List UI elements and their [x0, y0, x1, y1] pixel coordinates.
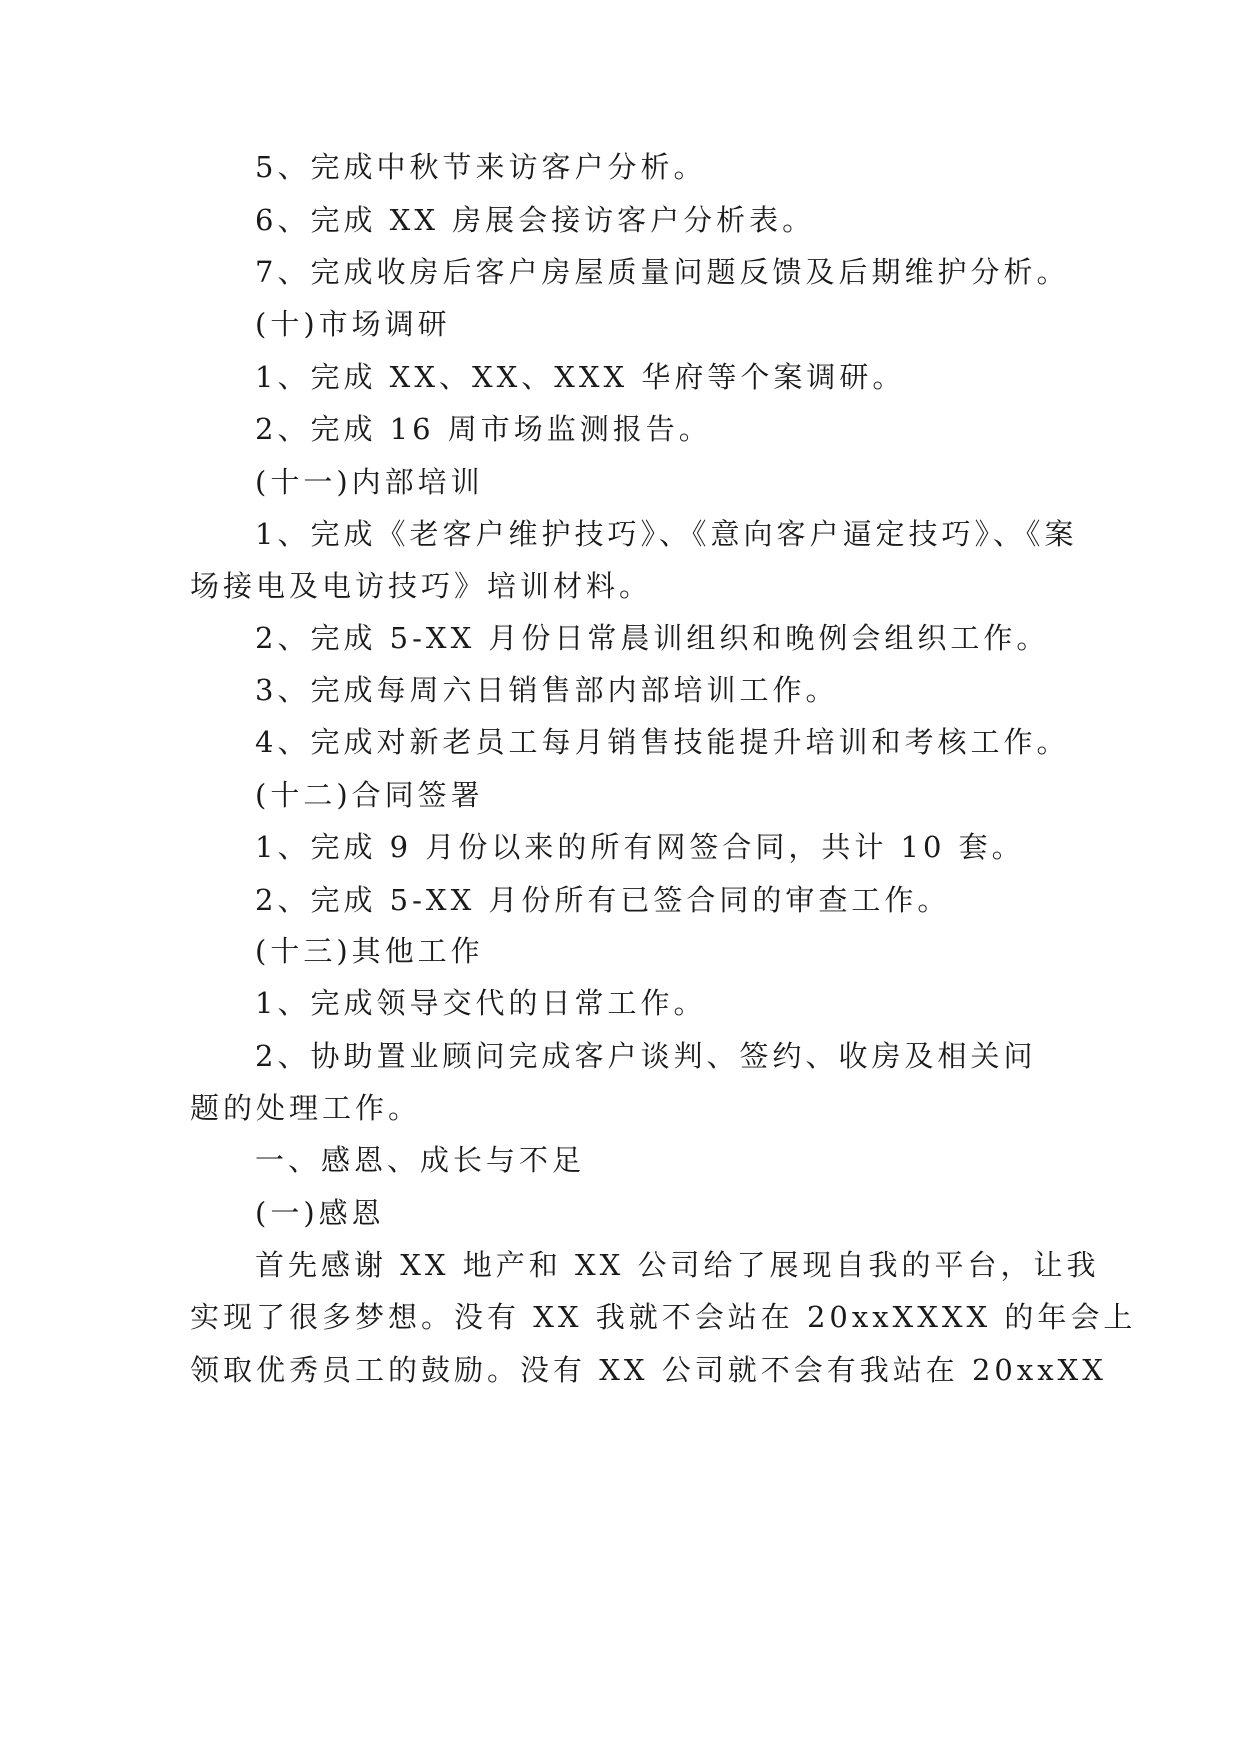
section-heading-internal-training: (十一)内部培训	[255, 465, 484, 499]
list-item: 3、完成每周六日销售部内部培训工作。	[255, 673, 839, 707]
list-item: 1、完成《老客户维护技巧》、《意向客户逼定技巧》、《案	[255, 517, 1078, 551]
body-paragraph-continuation: 领取优秀员工的鼓励。没有 XX 公司就不会有我站在 20xxXX	[190, 1353, 1107, 1387]
list-item: 1、完成 XX、XX、XXX 华府等个案调研。	[255, 360, 906, 394]
body-paragraph-continuation: 实现了很多梦想。没有 XX 我就不会站在 20xxXXXX 的年会上	[190, 1300, 1137, 1334]
list-item: 2、完成 5-XX 月份日常晨训组织和晚例会组织工作。	[255, 621, 1050, 655]
list-item: 2、协助置业顾问完成客户谈判、签约、收房及相关问	[255, 1039, 1037, 1073]
list-item: 2、完成 5-XX 月份所有已签合同的审查工作。	[255, 883, 951, 917]
list-item: 4、完成对新老员工每月销售技能提升培训和考核工作。	[255, 725, 1070, 759]
subsection-heading-gratitude: (一)感恩	[255, 1196, 385, 1230]
list-item-continuation: 场接电及电访技巧》培训材料。	[190, 569, 653, 603]
list-item: 1、完成 9 月份以来的所有网签合同，共计 10 套。	[255, 830, 1025, 864]
body-paragraph: 首先感谢 XX 地产和 XX 公司给了展现自我的平台，让我	[255, 1248, 1100, 1282]
section-heading-other-work: (十三)其他工作	[255, 934, 484, 968]
section-heading-gratitude-growth: 一、感恩、成长与不足	[255, 1143, 586, 1177]
list-item-7: 7、完成收房后客户房屋质量问题反馈及后期维护分析。	[255, 255, 1070, 289]
list-item-6: 6、完成 XX 房展会接访客户分析表。	[255, 203, 816, 237]
section-heading-market-research: (十)市场调研	[255, 307, 451, 341]
section-heading-contract-signing: (十二)合同签署	[255, 778, 484, 812]
list-item: 1、完成领导交代的日常工作。	[255, 986, 707, 1020]
list-item-continuation: 题的处理工作。	[190, 1091, 422, 1125]
list-item: 2、完成 16 周市场监测报告。	[255, 412, 712, 446]
list-item-5: 5、完成中秋节来访客户分析。	[255, 150, 707, 184]
